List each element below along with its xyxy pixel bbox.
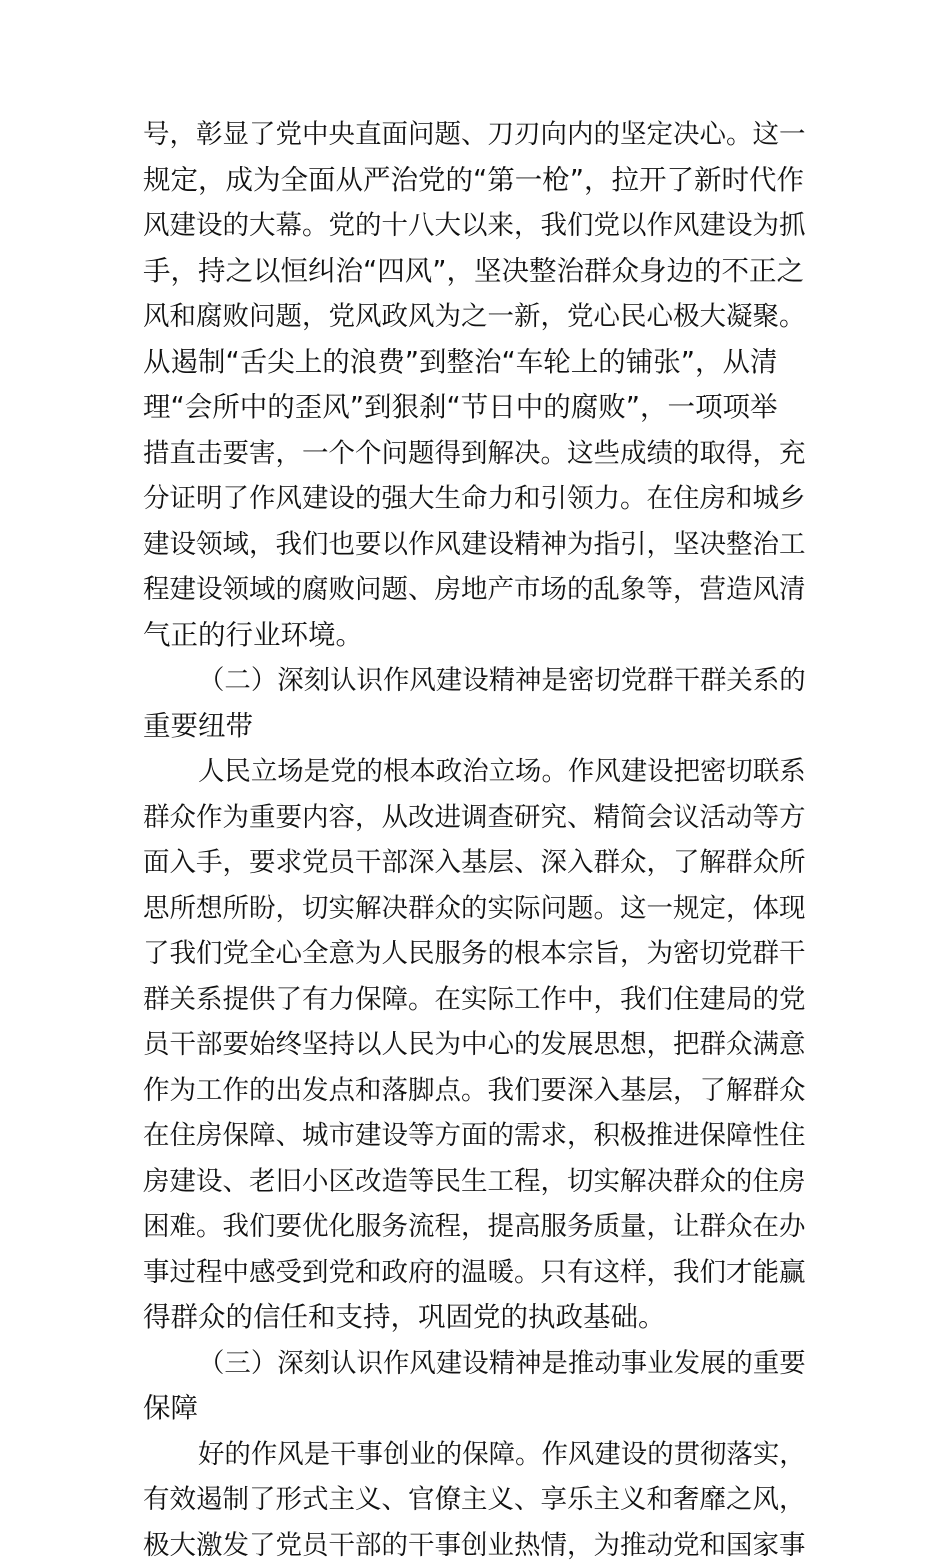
text-line: 建设领域，我们也要以作风建设精神为指引，坚决整治工 [143,522,809,568]
text-line: 困难。我们要优化服务流程，提高服务质量，让群众在办 [143,1204,809,1250]
text-line: 风建设的大幕。党的十八大以来，我们党以作风建设为抓 [143,203,809,249]
text-line: 面入手，要求党员干部深入基层、深入群众，了解群众所 [143,840,809,886]
text-line: 在住房保障、城市建设等方面的需求，积极推进保障性住 [143,1113,809,1159]
text-line: 事过程中感受到党和政府的温暖。只有这样，我们才能赢 [143,1250,809,1296]
text-line: 有效遏制了形式主义、官僚主义、享乐主义和奢靡之风， [143,1477,809,1523]
text-line: 群众作为重要内容，从改进调查研究、精简会议活动等方 [143,795,809,841]
section-heading-line: （三）深刻认识作风建设精神是推动事业发展的重要 [143,1341,809,1387]
text-line: 人民立场是党的根本政治立场。作风建设把密切联系 [143,749,809,795]
text-line: 极大激发了党员干部的干事创业热情，为推动党和国家事 [143,1523,809,1568]
text-line: 规定，成为全面从严治党的“第一枪”，拉开了新时代作 [143,158,809,204]
text-line: 得群众的信任和支持，巩固党的执政基础。 [143,1295,809,1341]
text-line: 思所想所盼，切实解决群众的实际问题。这一规定，体现 [143,886,809,932]
text-line: 理“会所中的歪风”到狠刹“节日中的腐败”，一项项举 [143,385,809,431]
text-line: 风和腐败问题，党风政风为之一新，党心民心极大凝聚。 [143,294,809,340]
document-body [143,112,809,1568]
text-line: 气正的行业环境。 [143,613,809,659]
text-line: 手，持之以恒纠治“四风”，坚决整治群众身边的不正之 [143,249,809,295]
text-line: 房建设、老旧小区改造等民生工程，切实解决群众的住房 [143,1159,809,1205]
text-line: 从遏制“舌尖上的浪费”到整治“车轮上的铺张”，从清 [143,340,809,386]
text-line: 好的作风是干事创业的保障。作风建设的贯彻落实， [143,1432,809,1478]
text-line: 作为工作的出发点和落脚点。我们要深入基层，了解群众 [143,1068,809,1114]
text-line: 分证明了作风建设的强大生命力和引领力。在住房和城乡 [143,476,809,522]
text-line: 了我们党全心全意为人民服务的根本宗旨，为密切党群干 [143,931,809,977]
text-line: 程建设领域的腐败问题、房地产市场的乱象等，营造风清 [143,567,809,613]
text-line: 员干部要始终坚持以人民为中心的发展思想，把群众满意 [143,1022,809,1068]
section-heading-line: 保障 [143,1386,809,1432]
section-heading-line: 重要纽带 [143,704,809,750]
text-line: 群关系提供了有力保障。在实际工作中，我们住建局的党 [143,977,809,1023]
text-line: 号，彰显了党中央直面问题、刀刃向内的坚定决心。这一 [143,112,809,158]
text-line: 措直击要害，一个个问题得到解决。这些成绩的取得，充 [143,431,809,477]
section-heading-line: （二）深刻认识作风建设精神是密切党群干群关系的 [143,658,809,704]
